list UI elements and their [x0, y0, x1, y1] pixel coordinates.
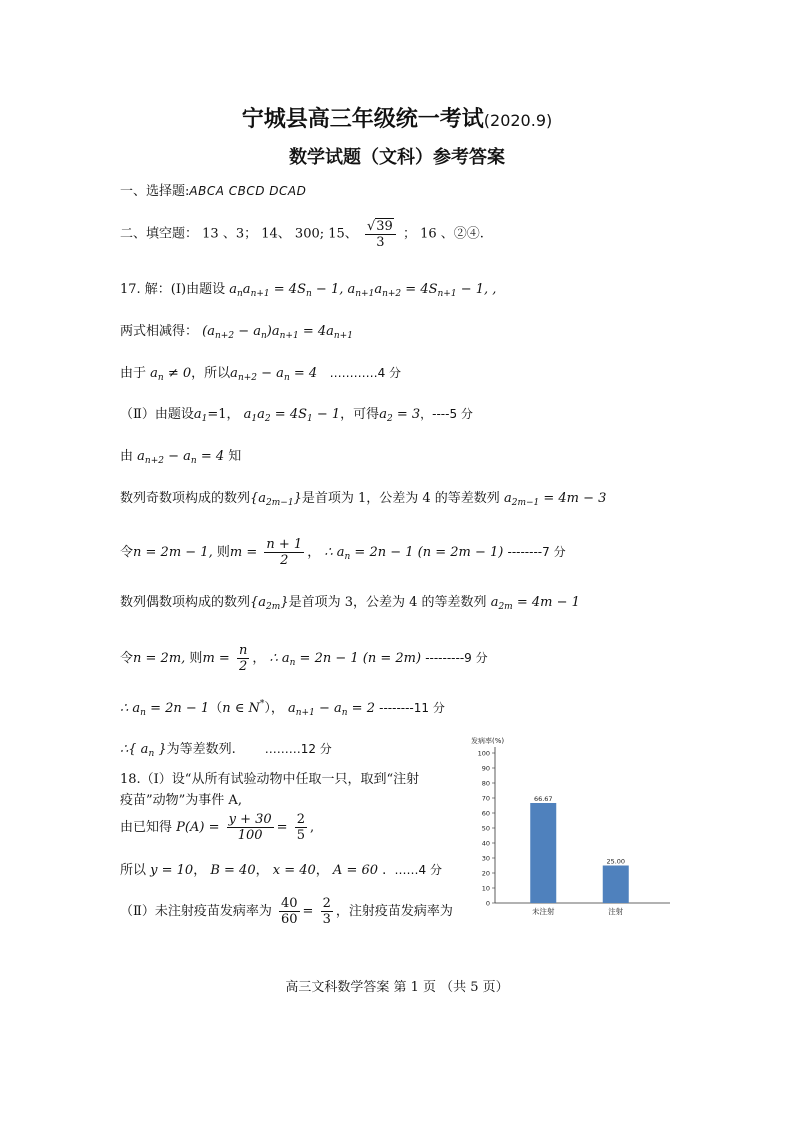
chart-y-tick-label: 20 [481, 869, 490, 878]
q18-frac-4: $\frac{2}{3}$ [322, 896, 331, 927]
q17-intro [120, 278, 496, 299]
q17-formula-4: $a_{n+2} - a_n = 4$ [230, 366, 318, 383]
q17-step1 [120, 320, 353, 341]
chart-y-axis-label: 发病率(%) [471, 737, 505, 745]
chart-y-tick-label: 30 [481, 854, 490, 863]
q17-score-7: --------7 分 [507, 545, 566, 559]
page-subtitle: 数学试题（文科）参考答案 [289, 147, 505, 168]
q17-let1-pre: 令 [120, 545, 134, 560]
section-choice [120, 180, 306, 199]
q18-so-pre: 所以 [120, 863, 147, 878]
q18-score-4: ……4 分 [394, 863, 442, 877]
q17-score-11: --------11 分 [379, 701, 445, 715]
q17-formula-1: $a_na_{n+1} = 4S_n - 1$, $a_{n+1}a_{n+2} = 4S_{n+1} - 1$, , [229, 282, 497, 299]
q17-odd-mid: 是首项为 1，公差为 4 的等差数列 [301, 491, 500, 506]
q17-formula-2: $(a_{n+2} - a_n)a_{n+1} = 4a_{n+1}$ [202, 324, 353, 341]
q17-formula-20: ∴{ $a_n$ } [120, 742, 167, 759]
fill-q15: 15、 [328, 226, 358, 242]
chart-y-tick-label: 100 [477, 749, 490, 758]
q17-know-post: 知 [228, 449, 242, 464]
q17-conclusion: ∴ $a_n = 2n - 1(n$ ∈ N*）， $a_{n+1} - a_n = 2$ --------11 分 [120, 699, 445, 718]
q17-odd [120, 487, 606, 508]
q17-formula-19: $a_{n+1} - a_n = 2$ [287, 701, 375, 718]
q17-formula-15: n = 2m, [133, 651, 186, 666]
q17-step1-label: 两式相减得： [120, 324, 199, 339]
chart-y-tick-label: 10 [481, 884, 490, 893]
q18-part2-post: ，注射疫苗发病率为 [335, 904, 453, 919]
q18-frac-3: $\frac{40}{60}$ [280, 896, 298, 927]
q18-formula-3: B = 40 [210, 863, 256, 878]
q17-part2-a1: =1， [207, 407, 240, 422]
chart-bar [530, 803, 556, 903]
q18-frac-1: $\frac{y + 30}{100}$ [228, 812, 272, 843]
fill-q13: 13 、3； [202, 226, 258, 242]
q18-so: 所以 y = 10， B = 40， x = 40， A = 60 . ……4 分 [120, 863, 442, 878]
q17-frac-2: $\frac{n}{2}$ [238, 643, 248, 674]
q17-frac-1: $\frac{n + 1}{2}$ [266, 537, 303, 568]
section-choice-label: 一、选择题: [120, 184, 190, 199]
q18-part2: （Ⅱ）未注射疫苗发病率为 $\frac{40}{60}$ = $\frac{2}{3}$ ，注射疫苗发病率为 [120, 896, 453, 927]
title-year: (2020.9) [483, 111, 553, 130]
chart-y-tick-label: 80 [481, 779, 490, 788]
q17-formula-10: n = 2m − 1, [133, 545, 213, 560]
q17-formula-3: $a_n \ne 0$ [150, 366, 192, 383]
q17-score-9: ---------9 分 [425, 651, 488, 665]
q17-final-post: 为等差数列. [166, 742, 236, 757]
section-choice-answers: ABCA CBCD DCAD [189, 184, 307, 198]
q17-step2 [120, 362, 401, 383]
chart-bar [603, 866, 629, 904]
q18-intro-1: 18.（Ⅰ）设“从所有试验动物中任取一只，取到“注射 [120, 772, 420, 787]
chart-data-label: 66.67 [533, 794, 553, 803]
q17-let2: 令n = 2m, 则m = $\frac{n}{2}$ ， ∴ $a_n = 2n - 1$ (n = 2m) ---------9 分 [120, 643, 488, 674]
q17-step2-mid: ，所以 [191, 366, 231, 381]
q17-even-mid: 是首项为 3，公差为 4 的等差数列 [288, 595, 487, 610]
q18-known-pre: 由已知得 [120, 820, 173, 835]
chart-data-label: 25.00 [606, 857, 626, 866]
q17-score-5: ，----5 分 [420, 407, 473, 421]
chart-y-tick-label: 50 [481, 824, 490, 833]
q17-odd-pre: 数列奇数项构成的数列 [120, 491, 251, 506]
q17-part2 [120, 403, 473, 424]
chart-y-tick-label: 60 [481, 809, 490, 818]
incidence-bar-chart [465, 733, 680, 925]
chart-category-label: 注射 [608, 907, 624, 916]
q18-formula-1: P(A) = [176, 820, 220, 835]
q18-formula-4: x = 40 [272, 863, 316, 878]
q17-even-pre: 数列偶数项构成的数列 [120, 595, 251, 610]
q18-known: 由已知得 P(A) = $\frac{y + 30}{100}$ = $\frac{2}{5}$ , [120, 812, 315, 843]
q17-formula-17: ∴ $a_n = 2n - 1$ (n = 2m) [269, 651, 422, 668]
q18-part2-pre: （Ⅱ）未注射疫苗发病率为 [120, 904, 272, 919]
section-fill-label: 二、填空题： [120, 226, 199, 242]
q17-formula-14: $a_{2m} = 4m - 1$ [490, 595, 580, 612]
q17-step2-pre: 由于 [120, 366, 147, 381]
chart-y-tick-label: 40 [481, 839, 490, 848]
q17-part2-mid: ，可得 [340, 407, 380, 422]
q17-formula-a1: $a_1$ [193, 407, 208, 424]
q18-intro-2: 疫苗”动物”为事件 A, [120, 793, 242, 808]
q17-know-pre: 由 [120, 449, 134, 464]
page-title [0, 102, 794, 133]
chart-y-tick-label: 90 [481, 764, 490, 773]
q17-formula-18: ∴ $a_n = 2n - 1$ [120, 701, 210, 718]
q17-formula-6: $a_2 = 3$ [379, 407, 421, 424]
q17-let2-pre: 令 [120, 651, 134, 666]
fill-q16: 16 、②④. [420, 226, 484, 242]
q17-let1: 令n = 2m − 1, 则m = $\frac{n + 1}{2}$ ， ∴ $a_n = 2n - 1$ (n = 2m − 1) --------7 分 [120, 537, 566, 568]
q18-formula-5: A = 60 [332, 863, 379, 878]
q17-formula-16: m = [202, 651, 230, 666]
q17-score-12: ………12 分 [264, 742, 332, 756]
q17-final [120, 738, 332, 759]
section-fill [120, 218, 484, 250]
fill-q15-fraction: $\frac{√39}{3}$ [365, 218, 396, 250]
q17-know [120, 445, 241, 466]
q17-formula-5: $a_1a_2 = 4S_1 - 1$ [243, 407, 341, 424]
q17-formula-11: m = [229, 545, 258, 560]
q17-formula-12: ∴ $a_n = 2n - 1$ (n = 2m − 1) [324, 545, 504, 562]
chart-y-tick-label: 70 [481, 794, 490, 803]
q17-formula-13: $\{a_{2m}\}$ [250, 595, 289, 612]
fill-q15-numerator: 39 [376, 219, 393, 234]
q17-even [120, 591, 580, 612]
q17-formula-9: $a_{2m-1} = 4m - 3$ [503, 491, 607, 508]
chart-category-label: 未注射 [532, 907, 555, 916]
page-footer: 高三文科数学答案 第 1 页 （共 5 页） [285, 980, 509, 995]
chart-y-tick-label: 0 [485, 899, 490, 908]
q17-intro-text: 17. 解：(Ⅰ)由题设 [120, 282, 226, 297]
q17-formula-8: $\{a_{2m-1}\}$ [250, 491, 302, 508]
q17-score-4: …………4 分 [329, 366, 402, 380]
fill-q14: 14、 300; [261, 226, 325, 242]
q18-frac-2: $\frac{2}{5}$ [296, 812, 305, 843]
q17-let1-mid: 则 [216, 545, 230, 560]
q18-formula-2: y = 10 [150, 863, 194, 878]
fill-q15-end: ； [402, 226, 416, 242]
q17-let2-mid: 则 [189, 651, 203, 666]
title-text: 宁城县高三年级统一考试 [241, 107, 484, 132]
q17-part2-pre: （Ⅱ）由题设 [120, 407, 194, 422]
q17-formula-7: $a_{n+2} - a_n = 4$ [137, 449, 225, 466]
fill-q15-denominator: 3 [376, 235, 385, 250]
